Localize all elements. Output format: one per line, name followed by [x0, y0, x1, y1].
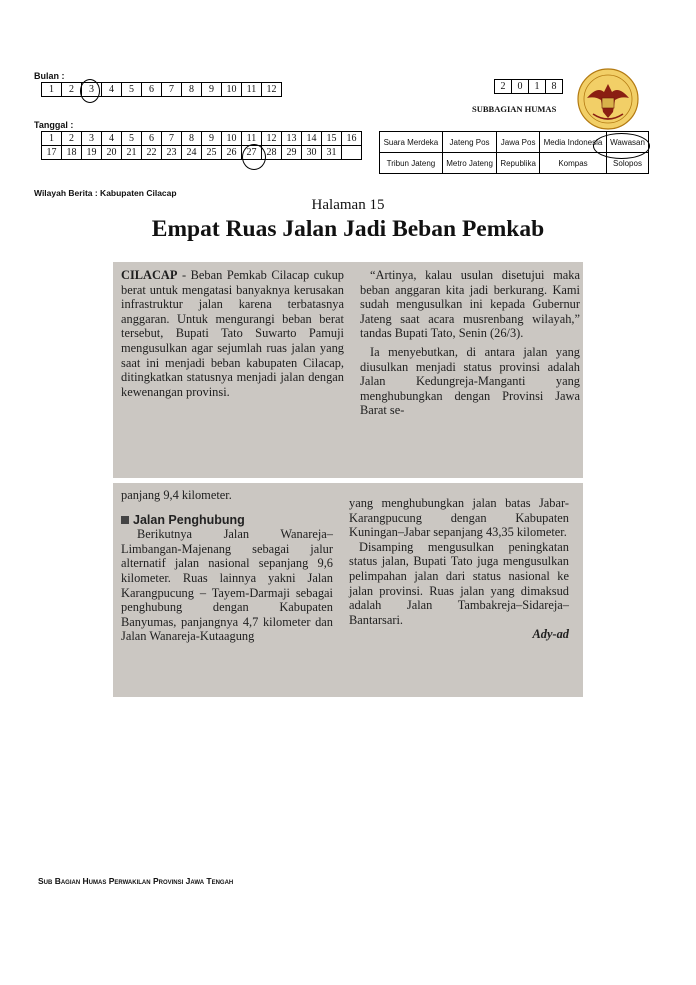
newspaper-cell: Jawa Pos	[497, 132, 540, 153]
selected-date-circle	[242, 144, 266, 170]
date-cell: 1	[42, 132, 62, 146]
date-cell: 2	[62, 132, 82, 146]
footer-text: Sub Bagian Humas Perwakilan Provinsi Jawa Tengah	[38, 876, 234, 886]
date-cell: 20	[102, 146, 122, 160]
month-cell: 3	[82, 83, 102, 97]
date-cell: 9	[202, 132, 222, 146]
date-cell: 26	[222, 146, 242, 160]
byline: Ady-ad	[532, 627, 569, 642]
date-cell: 19	[82, 146, 102, 160]
date-cell: 27	[242, 146, 262, 160]
headline: Empat Ruas Jalan Jadi Beban Pemkab	[151, 216, 545, 242]
selected-month-circle	[80, 79, 100, 103]
unit-label: SUBBAGIAN HUMAS	[472, 104, 557, 114]
date-cell: 25	[202, 146, 222, 160]
newspaper-cell: Republika	[497, 153, 540, 174]
date-cell: 30	[302, 146, 322, 160]
body-paragraph: Berikutnya Jalan Wanareja–Limbangan-Majenang sebagai jalur alternatif jalan nasional sepanjang 9,6 kilometer. Ruas lainnya yakni Jalan Karangpucung – Tayem-Darmaji sebagai penghubung dengan Kabupaten Banyumas, panjangnya 4,7 kilometer dan Jalan Wanareja-Kutaagung	[121, 527, 333, 644]
month-cell: 4	[102, 83, 122, 97]
month-cell: 1	[42, 83, 62, 97]
date-cell: 12	[262, 132, 282, 146]
dateline: CILACAP	[121, 268, 178, 282]
year-box	[494, 79, 563, 94]
year-digit-cell: 8	[546, 80, 563, 94]
body-paragraph: panjang 9,4 kilometer.	[121, 488, 232, 502]
month-cell: 8	[182, 83, 202, 97]
bulan-label: Bulan :	[34, 71, 65, 81]
month-cell: 6	[142, 83, 162, 97]
month-cell: 7	[162, 83, 182, 97]
date-cell: 3	[82, 132, 102, 146]
clip-bottom-left-column	[121, 488, 333, 644]
body-paragraph: Disamping mengusulkan peningkatan status jalan, Bupati Tato juga mengusulkan pelimpahan jalan dari status nasional ke jalan provinsi. Ruas jalan yang dimaksud adalah Jalan Tambakreja–Sidareja–Bantarsari.	[349, 539, 569, 627]
date-grid	[41, 131, 362, 160]
page-number: Halaman 15	[311, 197, 385, 213]
newspaper-cell: Jateng Pos	[442, 132, 496, 153]
garuda-emblem-icon	[577, 68, 639, 130]
newspaper-cell: Media Indonesia	[539, 132, 606, 153]
subheading: Jalan Penghubung	[121, 513, 333, 528]
clipping-bottom	[113, 483, 583, 697]
date-cell: 24	[182, 146, 202, 160]
clip-top-right-column	[360, 268, 580, 418]
newspaper-cell: Kompas	[539, 153, 606, 174]
date-cell: 21	[122, 146, 142, 160]
date-cell: 16	[342, 132, 362, 146]
month-cell: 11	[242, 83, 262, 97]
date-cell: 22	[142, 146, 162, 160]
date-cell: 5	[122, 132, 142, 146]
square-bullet-icon	[121, 516, 129, 524]
clip-top-left-column	[121, 268, 344, 399]
date-cell: 13	[282, 132, 302, 146]
body-paragraph: Ia menyebutkan, di antara jalan yang diusulkan menjadi status provinsi adalah Jalan Kedungreja-Manganti yang menghubungkan dengan Provinsi Jawa Barat se-	[360, 344, 580, 418]
date-cell: 15	[322, 132, 342, 146]
date-cell: 4	[102, 132, 122, 146]
month-cell: 2	[62, 83, 82, 97]
clipping-top	[113, 262, 583, 478]
selected-paper-circle	[593, 133, 650, 159]
newspaper-cell: Suara Merdeka	[380, 132, 443, 153]
lead-paragraph: - Beban Pemkab Cilacap cukup berat untuk mengatasi banyaknya kerusakan infrastruktur jalan karena terbatasnya anggaran. Untuk mengurangi beban berat tersebut, Bupati Tato Suwarto Pamuji mengusulkan agar sejumlah ruas jalan yang saat ini menjadi beban kabupaten Cilacap, ditingkatkan statusnya menjadi jalan dengan kewenangan provinsi.	[121, 268, 344, 399]
date-cell: 7	[162, 132, 182, 146]
month-cell: 9	[202, 83, 222, 97]
month-cell: 12	[262, 83, 282, 97]
date-cell: 31	[322, 146, 342, 160]
month-grid	[41, 82, 282, 97]
date-cell: 17	[42, 146, 62, 160]
month-cell: 5	[122, 83, 142, 97]
date-cell: 10	[222, 132, 242, 146]
date-cell: 29	[282, 146, 302, 160]
month-cell: 10	[222, 83, 242, 97]
date-cell: 28	[262, 146, 282, 160]
date-cell: 8	[182, 132, 202, 146]
newspaper-cell: Wawasan	[607, 132, 649, 153]
year-digit-cell: 1	[529, 80, 546, 94]
date-cell: 6	[142, 132, 162, 146]
date-cell: 18	[62, 146, 82, 160]
date-cell	[342, 146, 362, 160]
newspaper-cell: Metro Jateng	[442, 153, 496, 174]
date-cell: 14	[302, 132, 322, 146]
tanggal-label: Tanggal :	[34, 120, 74, 130]
year-digit-cell: 2	[495, 80, 512, 94]
quote-paragraph: “Artinya, kalau usulan disetujui maka beban anggaran kita jadi berkurang. Kami sudah mengusulkan ini kepada Gubernur Jateng saat acara musrenbang wilayah,” tandas Bupati Tato, Senin (26/3).	[360, 268, 580, 341]
wilayah-label: Wilayah Berita : Kabupaten Cilacap	[34, 188, 177, 198]
year-digit-cell: 0	[512, 80, 529, 94]
date-cell: 23	[162, 146, 182, 160]
date-cell: 11	[242, 132, 262, 146]
body-paragraph: yang menghubungkan jalan batas Jabar-Karangpucung dengan Kabupaten Kuningan–Jabar sepanjang 43,35 kilometer.	[349, 496, 569, 540]
clip-bottom-right-column	[349, 496, 569, 642]
newspaper-cell: Solopos	[607, 153, 649, 174]
newspaper-cell: Tribun Jateng	[380, 153, 443, 174]
